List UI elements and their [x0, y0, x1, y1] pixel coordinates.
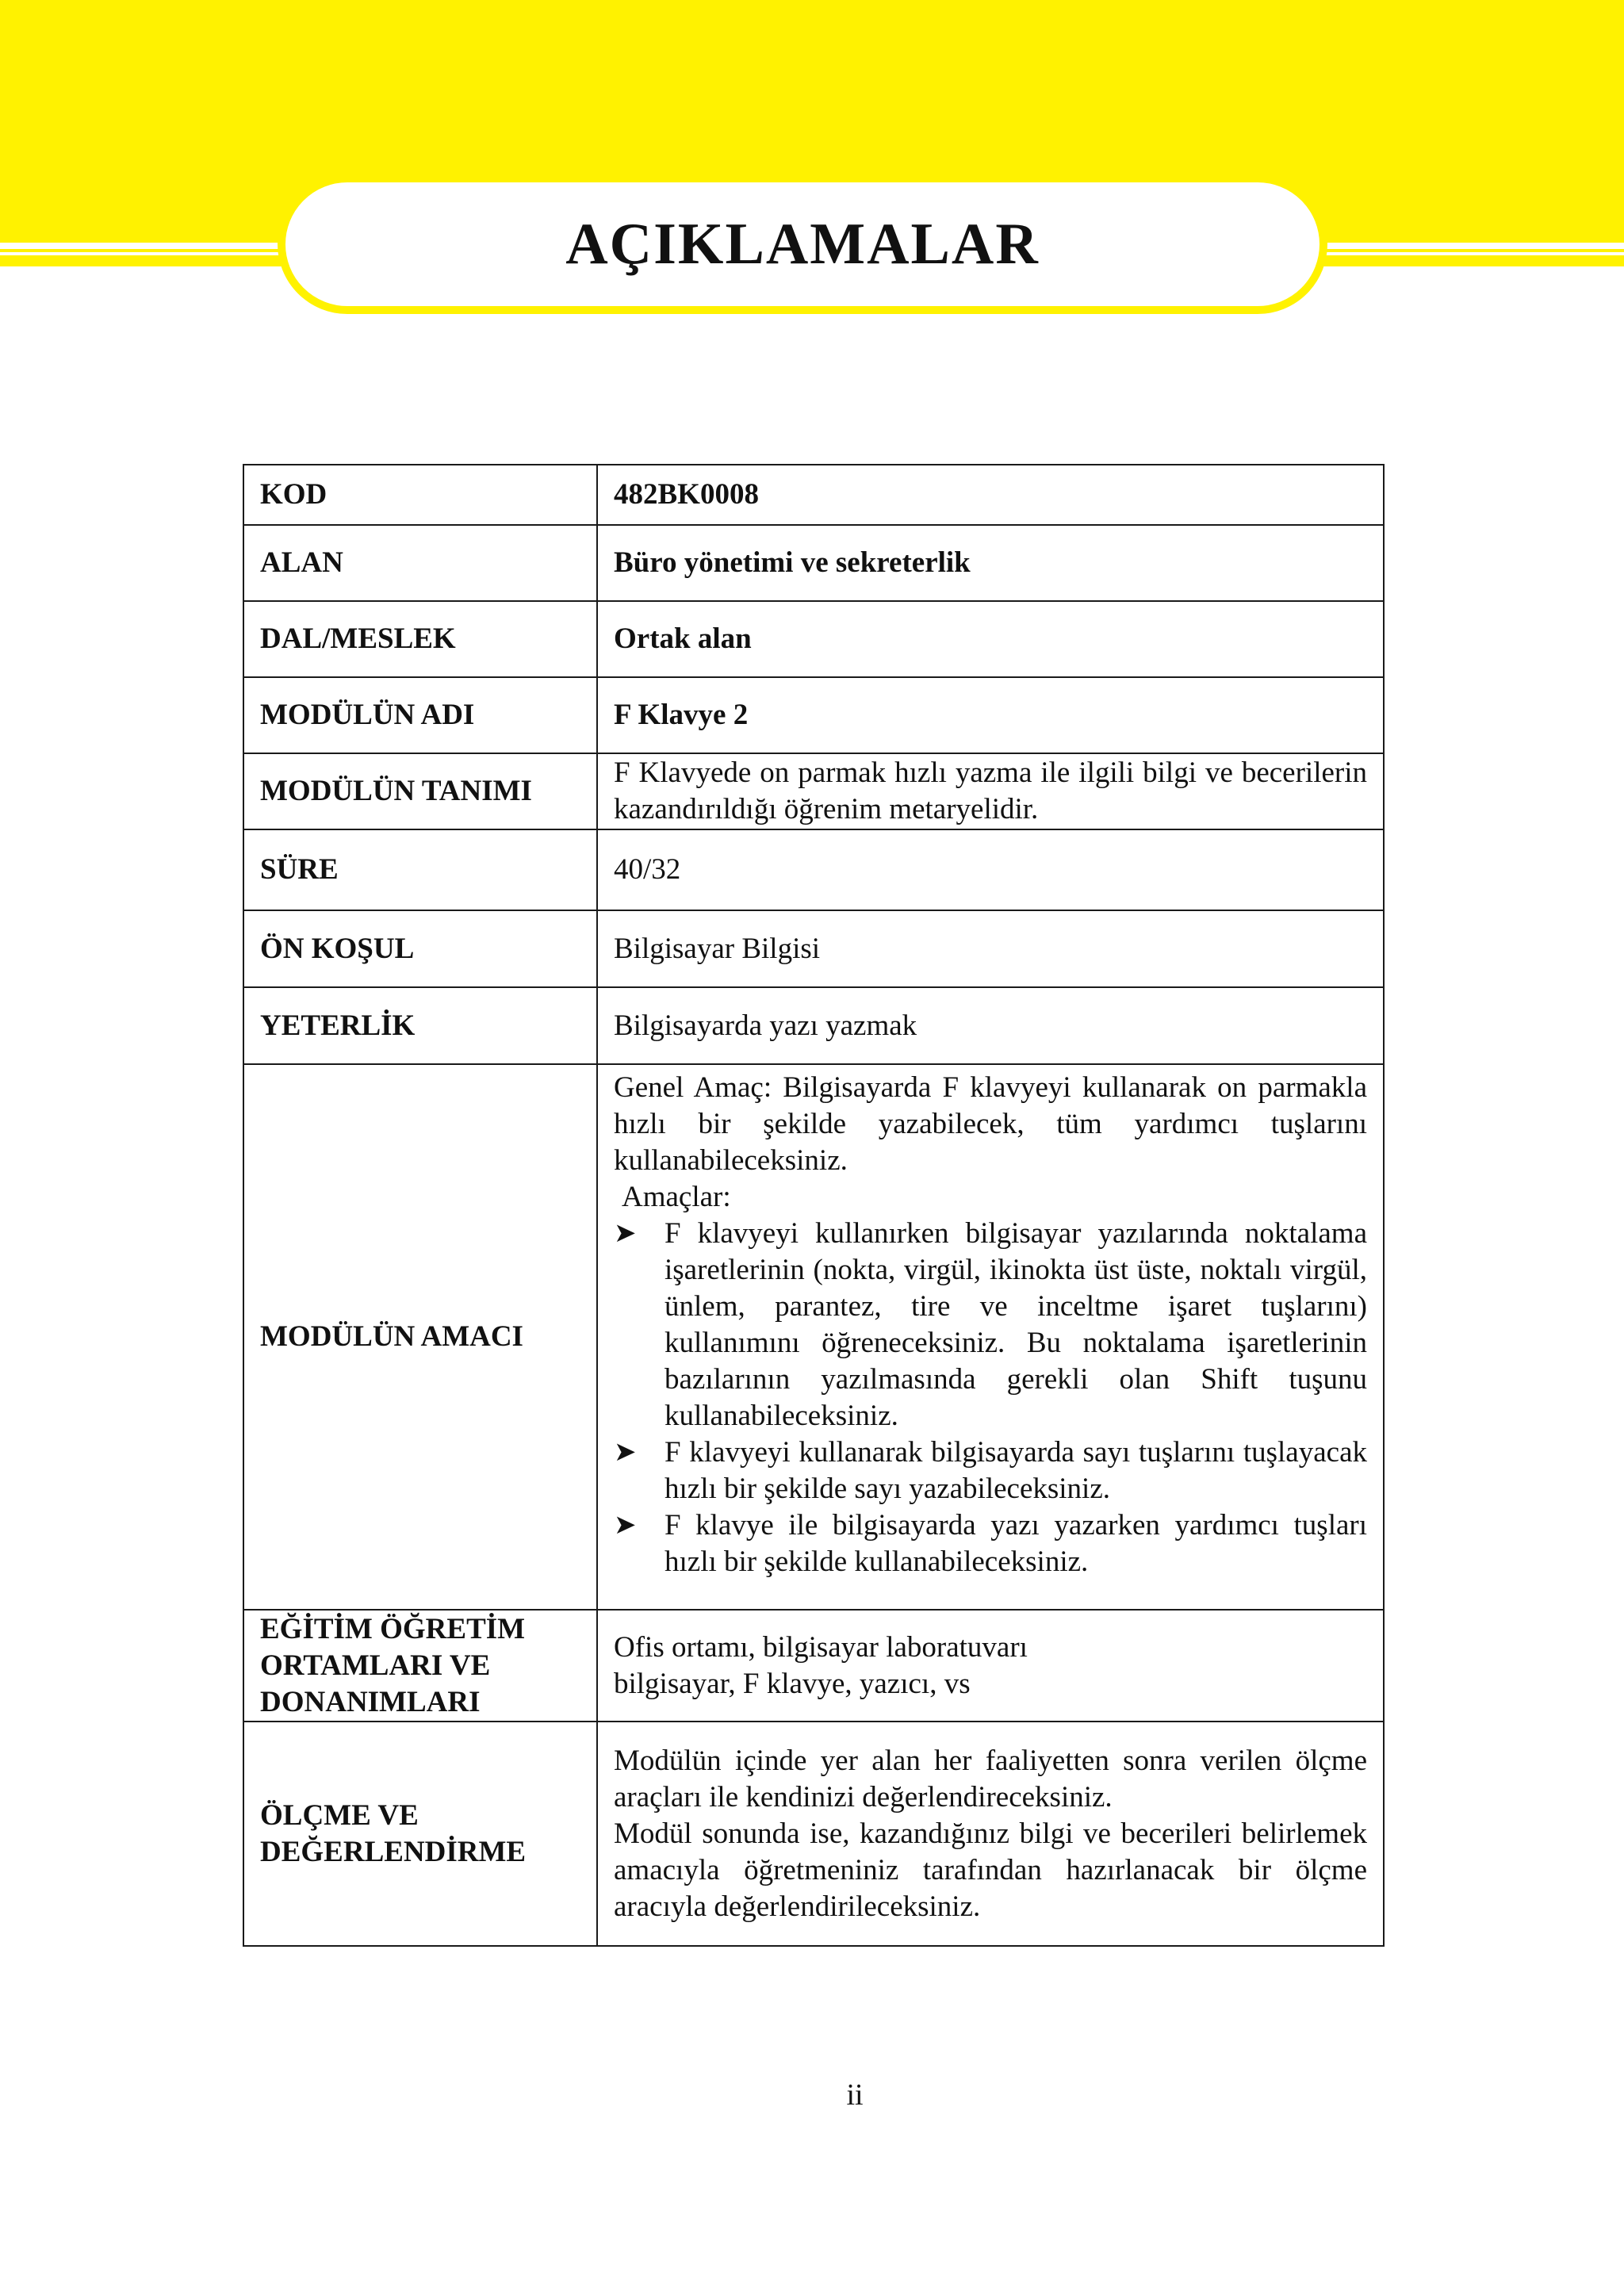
- table-row: [243, 753, 1384, 829]
- genel-amac-text: Genel Amaç: Bilgisayarda F klavyeyi kullanarak on parmakla hızlı bir şekilde yazabilecek, tüm yardımcı tuşlarını kullanabileceksiniz.: [614, 1071, 1367, 1177]
- kod-value: 482BK0008: [597, 465, 1384, 525]
- title-pill: [278, 174, 1327, 314]
- egitim-label-line: ORTAMLARI VE: [260, 1649, 491, 1682]
- olcme-paragraph: Modül sonunda ise, kazandığınız bilgi ve becerileri belirlemek amacıyla öğretmeniniz tarafından hazırlanacak bir ölçme aracıyla değerlendirileceksiniz.: [614, 1817, 1367, 1923]
- sure-value: 40/32: [597, 829, 1384, 910]
- olcme-value: [597, 1722, 1384, 1946]
- olcme-label-line: DEĞERLENDİRME: [260, 1835, 527, 1868]
- table-row: [243, 1610, 1384, 1722]
- table-row: [243, 601, 1384, 677]
- egitim-label-line: EĞİTİM ÖĞRETİM: [260, 1612, 526, 1645]
- module-info-table: [243, 464, 1385, 1947]
- egitim-label: [243, 1610, 597, 1722]
- table-row: [243, 1064, 1384, 1610]
- modul-adi-value: F Klavye 2: [597, 677, 1384, 753]
- modul-tanimi-value: F Klavyede on parmak hızlı yazma ile ilgili bilgi ve becerilerin kazandırıldığı öğrenim metaryelidir.: [597, 753, 1384, 829]
- arrow-bullet-icon: ➤: [614, 1511, 637, 1540]
- yeterlik-label: YETERLİK: [243, 987, 597, 1064]
- list-item-text: F klavye ile bilgisayarda yazı yazarken yardımcı tuşları hızlı bir şekilde kullanabileceksiniz.: [665, 1509, 1367, 1578]
- alan-value: Büro yönetimi ve sekreterlik: [597, 525, 1384, 601]
- list-item: [614, 1507, 1367, 1580]
- table-row: [243, 1722, 1384, 1946]
- dal-value: Ortak alan: [597, 601, 1384, 677]
- modul-adi-label: MODÜLÜN ADI: [243, 677, 597, 753]
- page-title: AÇIKLAMALAR: [565, 211, 1040, 277]
- alan-label: ALAN: [243, 525, 597, 601]
- sure-label: SÜRE: [243, 829, 597, 910]
- arrow-bullet-icon: ➤: [614, 1219, 637, 1248]
- modul-tanimi-label: MODÜLÜN TANIMI: [243, 753, 597, 829]
- table-row: [243, 829, 1384, 910]
- egitim-value-line: Ofis ortamı, bilgisayar laboratuvarı: [614, 1630, 1028, 1664]
- table-row: [243, 987, 1384, 1064]
- olcme-label-line: ÖLÇME VE: [260, 1798, 419, 1832]
- table-row: [243, 677, 1384, 753]
- egitim-label-line: DONANIMLARI: [260, 1685, 481, 1718]
- on-kosul-label: ÖN KOŞUL: [243, 910, 597, 987]
- amac-label: MODÜLÜN AMACI: [243, 1064, 597, 1610]
- egitim-value-line: bilgisayar, F klavye, yazıcı, vs: [614, 1667, 971, 1700]
- table-row: [243, 465, 1384, 525]
- page-number: ii: [846, 2078, 864, 2112]
- olcme-label: [243, 1722, 597, 1946]
- list-item-text: F klavyeyi kullanırken bilgisayar yazılarında noktalama işaretlerinin (nokta, virgül, ikinokta üst üste, noktalı virgül, ünlem, parantez, tire ve inceltme işaret tuşlarını) kullanımını öğreneceksiniz. Bu noktalama işaretlerinin bazılarının yazılmasında gerekli olan Shift tuşunu kullanabileceksiniz.: [665, 1217, 1367, 1432]
- dal-label: DAL/MESLEK: [243, 601, 597, 677]
- kod-label: KOD: [243, 465, 597, 525]
- list-item: [614, 1216, 1367, 1434]
- olcme-paragraph: Modülün içinde yer alan her faaliyetten sonra verilen ölçme araçları ile kendinizi değerlendireceksiniz.: [614, 1744, 1367, 1813]
- table-row: [243, 525, 1384, 601]
- amaclar-label: Amaçlar:: [622, 1181, 731, 1213]
- table-row: [243, 910, 1384, 987]
- egitim-value: [597, 1610, 1384, 1722]
- list-item-text: F klavyeyi kullanarak bilgisayarda sayı tuşlarını tuşlayacak hızlı bir şekilde sayı yazabileceksiniz.: [665, 1436, 1367, 1505]
- amac-value: [597, 1064, 1384, 1610]
- yeterlik-value: Bilgisayarda yazı yazmak: [597, 987, 1384, 1064]
- arrow-bullet-icon: ➤: [614, 1438, 637, 1467]
- on-kosul-value: Bilgisayar Bilgisi: [597, 910, 1384, 987]
- list-item: [614, 1434, 1367, 1507]
